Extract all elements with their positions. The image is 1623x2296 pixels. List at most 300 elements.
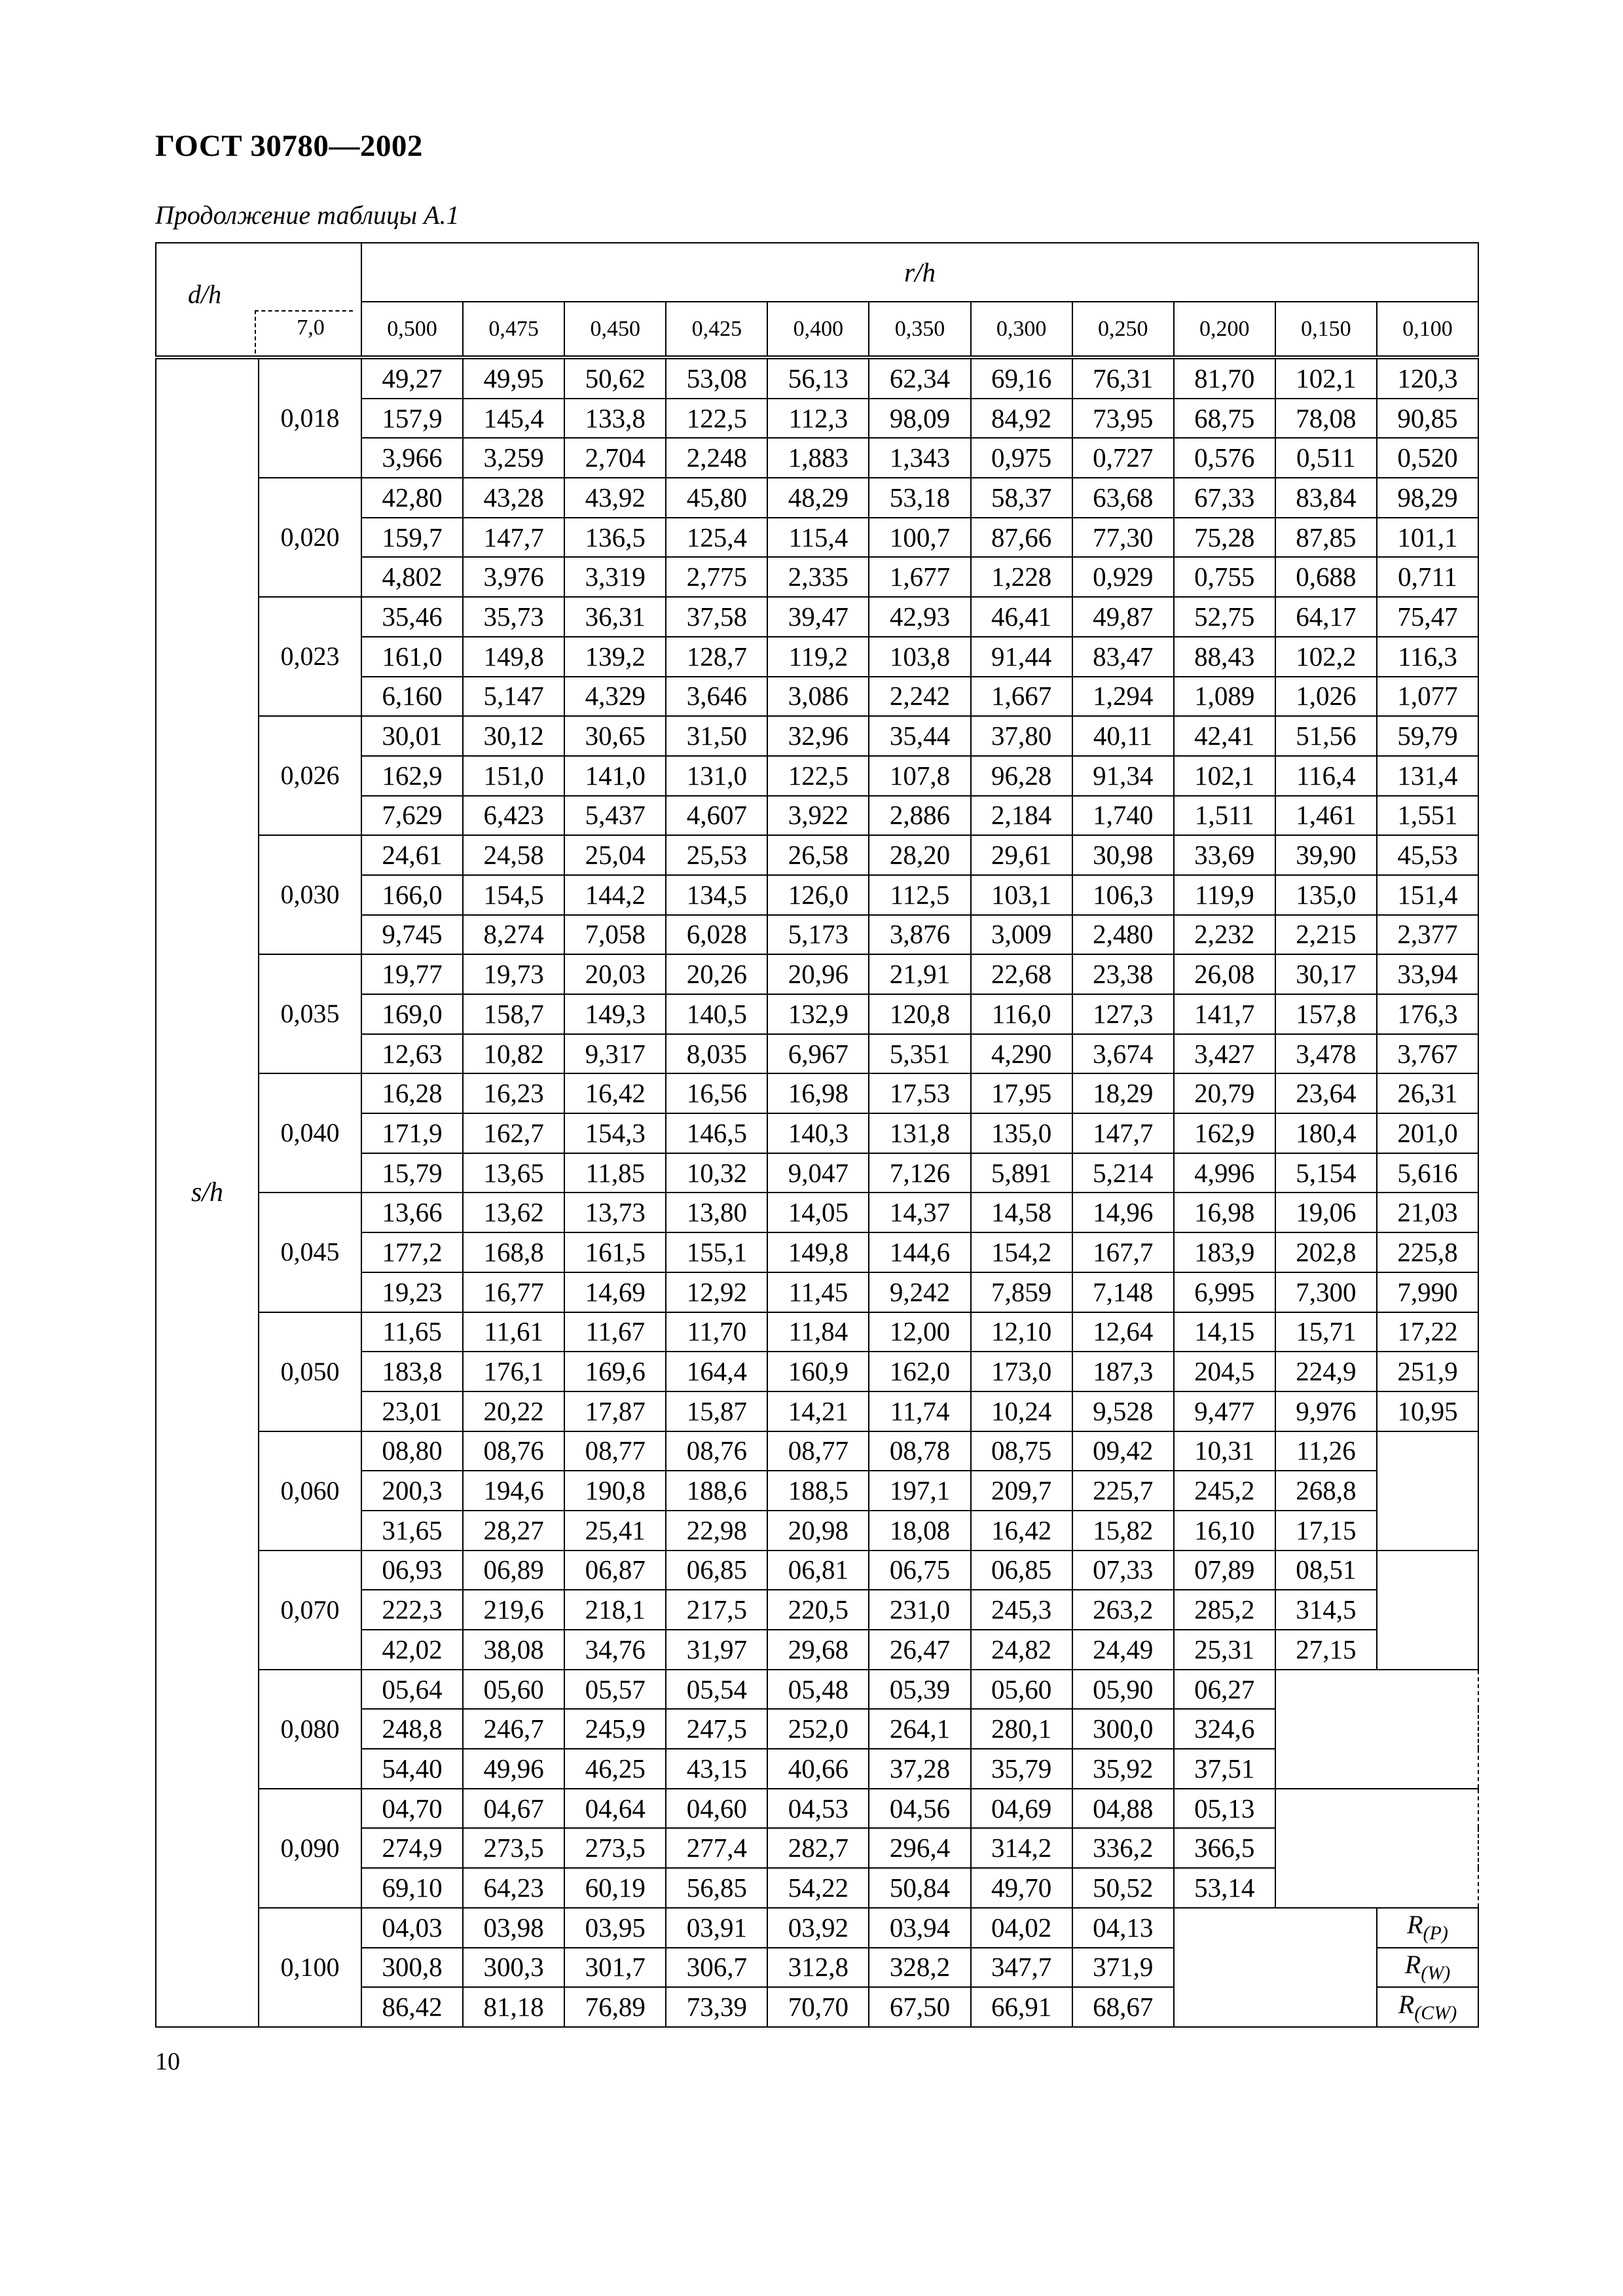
table-cell: 162,7: [463, 1113, 564, 1153]
table-cell: 08,75: [971, 1431, 1072, 1471]
table-cell: 162,9: [361, 756, 463, 796]
table-cell: 6,160: [361, 677, 463, 717]
table-cell: 9,242: [869, 1272, 970, 1312]
table-cell: 16,42: [564, 1073, 666, 1113]
table-cell: 312,8: [767, 1948, 869, 1988]
table-cell: 3,966: [361, 438, 463, 478]
table-cell: 81,70: [1174, 357, 1275, 399]
table-cell: 5,891: [971, 1153, 1072, 1193]
table-cell: 06,85: [971, 1551, 1072, 1590]
table-cell: 14,21: [767, 1391, 869, 1431]
table-cell: 273,5: [463, 1828, 564, 1868]
table-cell: 246,7: [463, 1709, 564, 1749]
table-cell: 19,23: [361, 1272, 463, 1312]
table-cell: 300,8: [361, 1948, 463, 1988]
table-cell: 06,93: [361, 1551, 463, 1590]
table-cell: 40,11: [1072, 716, 1174, 756]
table-cell: 16,77: [463, 1272, 564, 1312]
table-cell: 306,7: [666, 1948, 767, 1988]
empty-cell: [1377, 1431, 1478, 1551]
table-cell: 217,5: [666, 1590, 767, 1630]
table-cell: 14,15: [1174, 1312, 1275, 1352]
table-cell: 31,50: [666, 716, 767, 756]
table-cell: 2,377: [1377, 915, 1478, 955]
column-header: 0,200: [1174, 302, 1275, 357]
table-cell: 10,31: [1174, 1431, 1275, 1471]
table-cell: 08,76: [463, 1431, 564, 1471]
table-cell: 03,91: [666, 1908, 767, 1948]
group-label: 0,070: [259, 1551, 361, 1670]
table-cell: 37,58: [666, 597, 767, 637]
table-cell: 7,058: [564, 915, 666, 955]
table-cell: 149,8: [767, 1232, 869, 1272]
table-cell: 300,3: [463, 1948, 564, 1988]
table-cell: 30,98: [1072, 835, 1174, 875]
table-cell: 7,990: [1377, 1272, 1478, 1312]
data-table: [155, 242, 1478, 2028]
table-cell: 5,214: [1072, 1153, 1174, 1193]
table-cell: 24,49: [1072, 1630, 1174, 1670]
table-cell: 08,78: [869, 1431, 970, 1471]
table-cell: 34,76: [564, 1630, 666, 1670]
table-cell: 90,85: [1377, 399, 1478, 439]
table-cell: 88,43: [1174, 637, 1275, 677]
table-cell: 50,84: [869, 1868, 970, 1908]
table-cell: 19,06: [1275, 1193, 1377, 1232]
table-cell: 154,5: [463, 875, 564, 915]
table-cell: 9,976: [1275, 1391, 1377, 1431]
table-cell: 2,335: [767, 557, 869, 597]
table-cell: 28,27: [463, 1511, 564, 1551]
table-cell: 1,551: [1377, 796, 1478, 836]
table-cell: 30,17: [1275, 954, 1377, 994]
table-cell: 3,259: [463, 438, 564, 478]
table-cell: 1,511: [1174, 796, 1275, 836]
table-cell: 81,18: [463, 1987, 564, 2027]
table-cell: 23,38: [1072, 954, 1174, 994]
table-cell: 300,0: [1072, 1709, 1174, 1749]
table-cell: 11,70: [666, 1312, 767, 1352]
group-label: 0,090: [259, 1789, 361, 1908]
group-label: 0,023: [259, 597, 361, 716]
table-cell: 12,64: [1072, 1312, 1174, 1352]
table-cell: 04,53: [767, 1789, 869, 1829]
table-cell: 08,77: [564, 1431, 666, 1471]
table-row: [156, 478, 1478, 518]
table-cell: 13,73: [564, 1193, 666, 1232]
table-cell: 05,90: [1072, 1670, 1174, 1710]
table-cell: 1,228: [971, 557, 1072, 597]
table-cell: 04,60: [666, 1789, 767, 1829]
table-cell: 183,8: [361, 1352, 463, 1391]
table-cell: 35,44: [869, 716, 970, 756]
table-cell: 11,84: [767, 1312, 869, 1352]
table-cell: 86,42: [361, 1987, 463, 2027]
table-cell: 03,94: [869, 1908, 970, 1948]
table-cell: 12,10: [971, 1312, 1072, 1352]
table-cell: 154,2: [971, 1232, 1072, 1272]
table-cell: 0,520: [1377, 438, 1478, 478]
table-cell: 06,27: [1174, 1670, 1275, 1710]
table-cell: 15,87: [666, 1391, 767, 1431]
table-cell: 190,8: [564, 1471, 666, 1511]
table-cell: 54,22: [767, 1868, 869, 1908]
table-cell: 314,2: [971, 1828, 1072, 1868]
table-cell: 11,61: [463, 1312, 564, 1352]
table-cell: 39,90: [1275, 835, 1377, 875]
table-cell: 52,75: [1174, 597, 1275, 637]
table-cell: 116,0: [971, 994, 1072, 1034]
table-cell: 49,87: [1072, 597, 1174, 637]
table-cell: 05,54: [666, 1670, 767, 1710]
table-cell: 8,274: [463, 915, 564, 955]
table-cell: 144,2: [564, 875, 666, 915]
table-cell: 53,14: [1174, 1868, 1275, 1908]
table-cell: 04,88: [1072, 1789, 1174, 1829]
table-cell: 314,5: [1275, 1590, 1377, 1630]
table-cell: 24,61: [361, 835, 463, 875]
table-row: [156, 1551, 1478, 1590]
table-cell: 12,92: [666, 1272, 767, 1312]
table-cell: 4,607: [666, 796, 767, 836]
table-cell: 22,68: [971, 954, 1072, 994]
table-cell: 13,80: [666, 1193, 767, 1232]
table-cell: 26,58: [767, 835, 869, 875]
table-cell: 21,91: [869, 954, 970, 994]
table-row: [156, 835, 1478, 875]
empty-cell: [1174, 1908, 1377, 2027]
table-cell: 04,67: [463, 1789, 564, 1829]
table-cell: 171,9: [361, 1113, 463, 1153]
table-cell: 87,66: [971, 518, 1072, 558]
table-cell: 26,47: [869, 1630, 970, 1670]
table-cell: 158,7: [463, 994, 564, 1034]
table-cell: 1,740: [1072, 796, 1174, 836]
table-cell: 14,37: [869, 1193, 970, 1232]
table-cell: 3,427: [1174, 1034, 1275, 1074]
table-cell: 23,64: [1275, 1073, 1377, 1113]
table-cell: 11,65: [361, 1312, 463, 1352]
table-cell: 46,41: [971, 597, 1072, 637]
table-cell: 151,0: [463, 756, 564, 796]
table-cell: 3,922: [767, 796, 869, 836]
table-cell: 98,09: [869, 399, 970, 439]
table-cell: 04,64: [564, 1789, 666, 1829]
table-cell: 10,95: [1377, 1391, 1478, 1431]
table-cell: 25,41: [564, 1511, 666, 1551]
group-label: 0,050: [259, 1312, 361, 1431]
table-cell: 132,9: [767, 994, 869, 1034]
group-label: 0,100: [259, 1908, 361, 2027]
table-cell: 58,37: [971, 478, 1072, 518]
table-cell: 20,26: [666, 954, 767, 994]
table-cell: 50,52: [1072, 1868, 1174, 1908]
table-cell: 2,242: [869, 677, 970, 717]
table-cell: 4,802: [361, 557, 463, 597]
group-label: 0,026: [259, 716, 361, 835]
table-cell: 49,27: [361, 357, 463, 399]
table-cell: 4,329: [564, 677, 666, 717]
table-cell: 70,70: [767, 1987, 869, 2027]
table-cell: 15,82: [1072, 1511, 1174, 1551]
table-cell: 05,60: [971, 1670, 1072, 1710]
table-cell: 103,8: [869, 637, 970, 677]
column-header: 0,150: [1275, 302, 1377, 357]
table-cell: 8,035: [666, 1034, 767, 1074]
table-cell: 169,0: [361, 994, 463, 1034]
table-cell: 140,5: [666, 994, 767, 1034]
table-cell: 0,511: [1275, 438, 1377, 478]
table-cell: 87,85: [1275, 518, 1377, 558]
table-cell: 14,69: [564, 1272, 666, 1312]
column-header: 0,475: [463, 302, 564, 357]
table-cell: 73,95: [1072, 399, 1174, 439]
table-row: [156, 1193, 1478, 1232]
table-cell: 7,629: [361, 796, 463, 836]
table-cell: 119,2: [767, 637, 869, 677]
table-cell: 188,5: [767, 1471, 869, 1511]
table-cell: 280,1: [971, 1709, 1072, 1749]
table-row: [156, 1789, 1478, 1829]
table-cell: 26,31: [1377, 1073, 1478, 1113]
table-cell: 2,184: [971, 796, 1072, 836]
table-cell: 67,33: [1174, 478, 1275, 518]
table-cell: 218,1: [564, 1590, 666, 1630]
table-cell: 64,23: [463, 1868, 564, 1908]
table-cell: 101,1: [1377, 518, 1478, 558]
table-cell: 222,3: [361, 1590, 463, 1630]
table-cell: 1,461: [1275, 796, 1377, 836]
table-cell: 164,4: [666, 1352, 767, 1391]
table-cell: 116,3: [1377, 637, 1478, 677]
table-cell: 1,343: [869, 438, 970, 478]
table-cell: 18,08: [869, 1511, 970, 1551]
table-cell: 2,704: [564, 438, 666, 478]
table-cell: 147,7: [463, 518, 564, 558]
table-cell: 14,96: [1072, 1193, 1174, 1232]
table-cell: 247,5: [666, 1709, 767, 1749]
table-cell: 219,6: [463, 1590, 564, 1630]
table-cell: 76,89: [564, 1987, 666, 2027]
table-cell: 91,44: [971, 637, 1072, 677]
table-cell: 64,17: [1275, 597, 1377, 637]
table-cell: 24,58: [463, 835, 564, 875]
corner-label-d-h: d/h: [188, 279, 222, 309]
table-cell: 3,976: [463, 557, 564, 597]
table-cell: 268,8: [1275, 1471, 1377, 1511]
table-cell: 08,76: [666, 1431, 767, 1471]
table-cell: 11,74: [869, 1391, 970, 1431]
table-cell: 336,2: [1072, 1828, 1174, 1868]
table-cell: 225,7: [1072, 1471, 1174, 1511]
table-cell: 08,77: [767, 1431, 869, 1471]
table-cell: 220,5: [767, 1590, 869, 1630]
table-cell: 69,16: [971, 357, 1072, 399]
table-cell: 31,65: [361, 1511, 463, 1551]
table-cell: 26,08: [1174, 954, 1275, 994]
table-cell: 200,3: [361, 1471, 463, 1511]
table-cell: 3,646: [666, 677, 767, 717]
table-cell: 06,75: [869, 1551, 970, 1590]
table-cell: 84,92: [971, 399, 1072, 439]
corner-cell: [156, 243, 361, 357]
table-cell: 2,480: [1072, 915, 1174, 955]
table-cell: 180,4: [1275, 1113, 1377, 1153]
group-label: 0,060: [259, 1431, 361, 1551]
table-cell: 16,28: [361, 1073, 463, 1113]
table-cell: 139,2: [564, 637, 666, 677]
table-cell: 31,97: [666, 1630, 767, 1670]
table-cell: 3,767: [1377, 1034, 1478, 1074]
table-cell: 3,319: [564, 557, 666, 597]
table-cell: 03,92: [767, 1908, 869, 1948]
table-cell: 197,1: [869, 1471, 970, 1511]
table-cell: 324,6: [1174, 1709, 1275, 1749]
table-cell: 225,8: [1377, 1232, 1478, 1272]
table-cell: 264,1: [869, 1709, 970, 1749]
table-cell: 161,0: [361, 637, 463, 677]
table-cell: 134,5: [666, 875, 767, 915]
table-cell: 9,477: [1174, 1391, 1275, 1431]
table-cell: 4,996: [1174, 1153, 1275, 1193]
table-cell: 146,5: [666, 1113, 767, 1153]
table-cell: 43,28: [463, 478, 564, 518]
table-cell: 1,089: [1174, 677, 1275, 717]
table-cell: 251,9: [1377, 1352, 1478, 1391]
table-cell: 35,46: [361, 597, 463, 637]
table-cell: 39,47: [767, 597, 869, 637]
table-cell: 17,22: [1377, 1312, 1478, 1352]
table-cell: 20,79: [1174, 1073, 1275, 1113]
table-cell: 75,28: [1174, 518, 1275, 558]
table-cell: 0,975: [971, 438, 1072, 478]
table-cell: 140,3: [767, 1113, 869, 1153]
table-cell: 147,7: [1072, 1113, 1174, 1153]
table-cell: 122,5: [666, 399, 767, 439]
table-cell: 30,65: [564, 716, 666, 756]
empty-cell: [1377, 1551, 1478, 1670]
table-cell: 12,63: [361, 1034, 463, 1074]
table-row: [156, 954, 1478, 994]
table-cell: 115,4: [767, 518, 869, 558]
table-cell: 3,478: [1275, 1034, 1377, 1074]
table-cell: 30,01: [361, 716, 463, 756]
table-cell: 194,6: [463, 1471, 564, 1511]
table-cell: 102,2: [1275, 637, 1377, 677]
table-cell: 06,87: [564, 1551, 666, 1590]
table-cell: 102,1: [1174, 756, 1275, 796]
group-label: 0,040: [259, 1073, 361, 1193]
table-cell: 20,98: [767, 1511, 869, 1551]
table-cell: 3,086: [767, 677, 869, 717]
table-cell: 224,9: [1275, 1352, 1377, 1391]
table-cell: 25,31: [1174, 1630, 1275, 1670]
table-cell: 06,89: [463, 1551, 564, 1590]
table-cell: 17,53: [869, 1073, 970, 1113]
table-cell: 14,58: [971, 1193, 1072, 1232]
table-cell: 22,98: [666, 1511, 767, 1551]
group-label: 0,018: [259, 357, 361, 478]
table-cell: 43,15: [666, 1749, 767, 1789]
table-cell: 0,727: [1072, 438, 1174, 478]
group-label: 0,080: [259, 1670, 361, 1789]
table-cell: 42,93: [869, 597, 970, 637]
table-cell: 2,775: [666, 557, 767, 597]
table-cell: 60,19: [564, 1868, 666, 1908]
corner-dashed-line: [255, 310, 256, 353]
table-cell: 49,95: [463, 357, 564, 399]
table-cell: 154,3: [564, 1113, 666, 1153]
table-row: [156, 1431, 1478, 1471]
table-cell: 15,79: [361, 1153, 463, 1193]
table-cell: 59,79: [1377, 716, 1478, 756]
table-row: [156, 716, 1478, 756]
table-cell: 62,34: [869, 357, 970, 399]
table-cell: 04,70: [361, 1789, 463, 1829]
table-cell: 21,03: [1377, 1193, 1478, 1232]
table-cell: 24,82: [971, 1630, 1072, 1670]
table-cell: 1,677: [869, 557, 970, 597]
table-cell: 102,1: [1275, 357, 1377, 399]
column-header: 0,350: [869, 302, 970, 357]
empty-cell: [1275, 1670, 1478, 1789]
table-cell: 128,7: [666, 637, 767, 677]
table-cell: 277,4: [666, 1828, 767, 1868]
table-cell: 125,4: [666, 518, 767, 558]
table-cell: 0,711: [1377, 557, 1478, 597]
table-cell: 347,7: [971, 1948, 1072, 1988]
group-label: 0,035: [259, 954, 361, 1073]
column-header: 0,100: [1377, 302, 1478, 357]
table-cell: 145,4: [463, 399, 564, 439]
table-cell: 0,576: [1174, 438, 1275, 478]
table-cell: 18,29: [1072, 1073, 1174, 1113]
table-cell: 162,0: [869, 1352, 970, 1391]
group-label: 0,045: [259, 1193, 361, 1312]
table-cell: 49,70: [971, 1868, 1072, 1908]
table-cell: 0,929: [1072, 557, 1174, 597]
document-title: ГОСТ 30780—2002: [155, 129, 423, 163]
table-cell: 1,667: [971, 677, 1072, 717]
table-cell: 366,5: [1174, 1828, 1275, 1868]
table-cell: 05,48: [767, 1670, 869, 1710]
row-legend-symbol: R: [1407, 1910, 1423, 1940]
table-cell: 40,66: [767, 1749, 869, 1789]
table-cell: 04,56: [869, 1789, 970, 1829]
table-cell: 83,84: [1275, 478, 1377, 518]
table-cell: 77,30: [1072, 518, 1174, 558]
table-cell: 50,62: [564, 357, 666, 399]
table-cell: 5,173: [767, 915, 869, 955]
column-header: 0,450: [564, 302, 666, 357]
group-label: 0,030: [259, 835, 361, 954]
table-cell: 201,0: [1377, 1113, 1478, 1153]
table-cell: 285,2: [1174, 1590, 1275, 1630]
table-cell: 173,0: [971, 1352, 1072, 1391]
table-cell: 37,80: [971, 716, 1072, 756]
table-cell: 144,6: [869, 1232, 970, 1272]
table-cell: 28,20: [869, 835, 970, 875]
row-group-header-s-h: s/h: [156, 357, 259, 2027]
table-cell: 112,3: [767, 399, 869, 439]
table-cell: 53,08: [666, 357, 767, 399]
table-cell: 16,98: [1174, 1193, 1275, 1232]
table-cell: 96,28: [971, 756, 1072, 796]
table-cell: 131,8: [869, 1113, 970, 1153]
table-cell: 75,47: [1377, 597, 1478, 637]
table-cell: 9,317: [564, 1034, 666, 1074]
column-group-header-r-h: r/h: [361, 243, 1478, 302]
